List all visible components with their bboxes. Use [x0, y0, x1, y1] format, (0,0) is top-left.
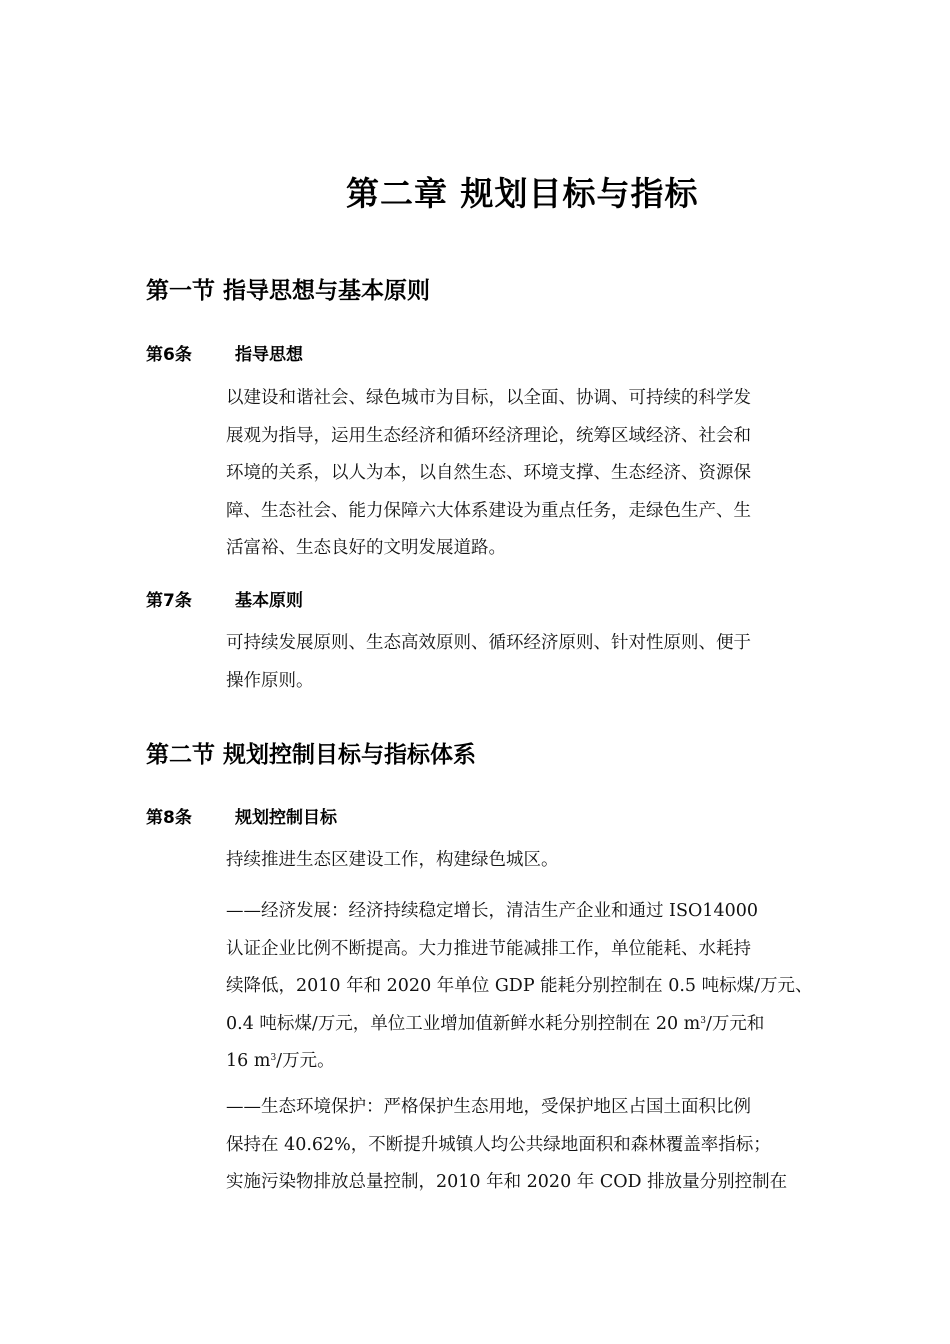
economy-paragraph [226, 893, 816, 1081]
text-line: 环境的关系，以人为本，以自然生态、环境支撑、生态经济、资源保 [226, 463, 751, 483]
text-line: 认证企业比例不断提高。大力推进节能减排工作，单位能耗、水耗持 [226, 938, 751, 959]
section-title: 第二节 规划控制目标与指标体系 [146, 742, 477, 768]
text-line: 续降低，2010 年和 2020 年单位 GDP 能耗分别控制在 0.5 吨标煤/万元、 [226, 976, 813, 996]
text-line: 以建设和谐社会、绿色城市为目标，以全面、协调、可持续的科学发 [226, 388, 751, 408]
article-heading [146, 803, 337, 828]
article-title: 指导思想 [235, 345, 303, 365]
text-line: 持续推进生态区建设工作，构建绿色城区。 [226, 850, 559, 870]
text-segment: /万元。 [276, 1051, 335, 1071]
text-line: 保持在 40.62%，不断提升城镇人均公共绿地面积和森林覆盖率指标； [226, 1134, 771, 1155]
superscript: 3 [270, 1053, 277, 1063]
environment-paragraph [226, 1089, 816, 1202]
text-segment: 0.4 吨标煤/万元，单位工业增加值新鲜水耗分别控制在 20 m [226, 1013, 701, 1034]
section-title: 第一节 指导思想与基本原则 [146, 278, 431, 304]
article-heading [146, 340, 303, 365]
text-line: ——经济发展：经济持续稳定增长，清洁生产企业和通过 ISO14000 [226, 901, 758, 921]
article-number: 第7条 [146, 591, 192, 611]
article-title: 规划控制目标 [235, 808, 337, 828]
text-line: 展观为指导，运用生态经济和循环经济理论，统筹区域经济、社会和 [226, 425, 751, 446]
text-line: 活富裕、生态良好的文明发展道路。 [226, 538, 506, 558]
text-line: ——生态环境保护：严格保护生态用地，受保护地区占国土面积比例 [226, 1097, 751, 1117]
article-paragraph [226, 625, 816, 700]
chapter-title: 第二章 规划目标与指标 [346, 174, 699, 213]
article-number: 第8条 [146, 808, 192, 828]
article-heading [146, 586, 303, 611]
text-line: 实施污染物排放总量控制，2010 年和 2020 年 COD 排放量分别控制在 [226, 1172, 788, 1192]
text-line: 操作原则。 [226, 670, 314, 691]
article-title: 基本原则 [235, 591, 303, 611]
text-line [226, 1043, 816, 1081]
text-segment: 16 m [226, 1051, 271, 1071]
superscript: 3 [700, 1015, 707, 1026]
text-line [226, 1006, 816, 1044]
article-paragraph [226, 380, 816, 568]
text-line: 可持续发展原则、生态高效原则、循环经济原则、针对性原则、便于 [226, 633, 751, 653]
text-line: 障、生态社会、能力保障六大体系建设为重点任务，走绿色生产、生 [226, 500, 751, 521]
article-paragraph [226, 842, 816, 880]
text-segment: /万元和 [706, 1013, 765, 1034]
article-number: 第6条 [146, 345, 192, 365]
